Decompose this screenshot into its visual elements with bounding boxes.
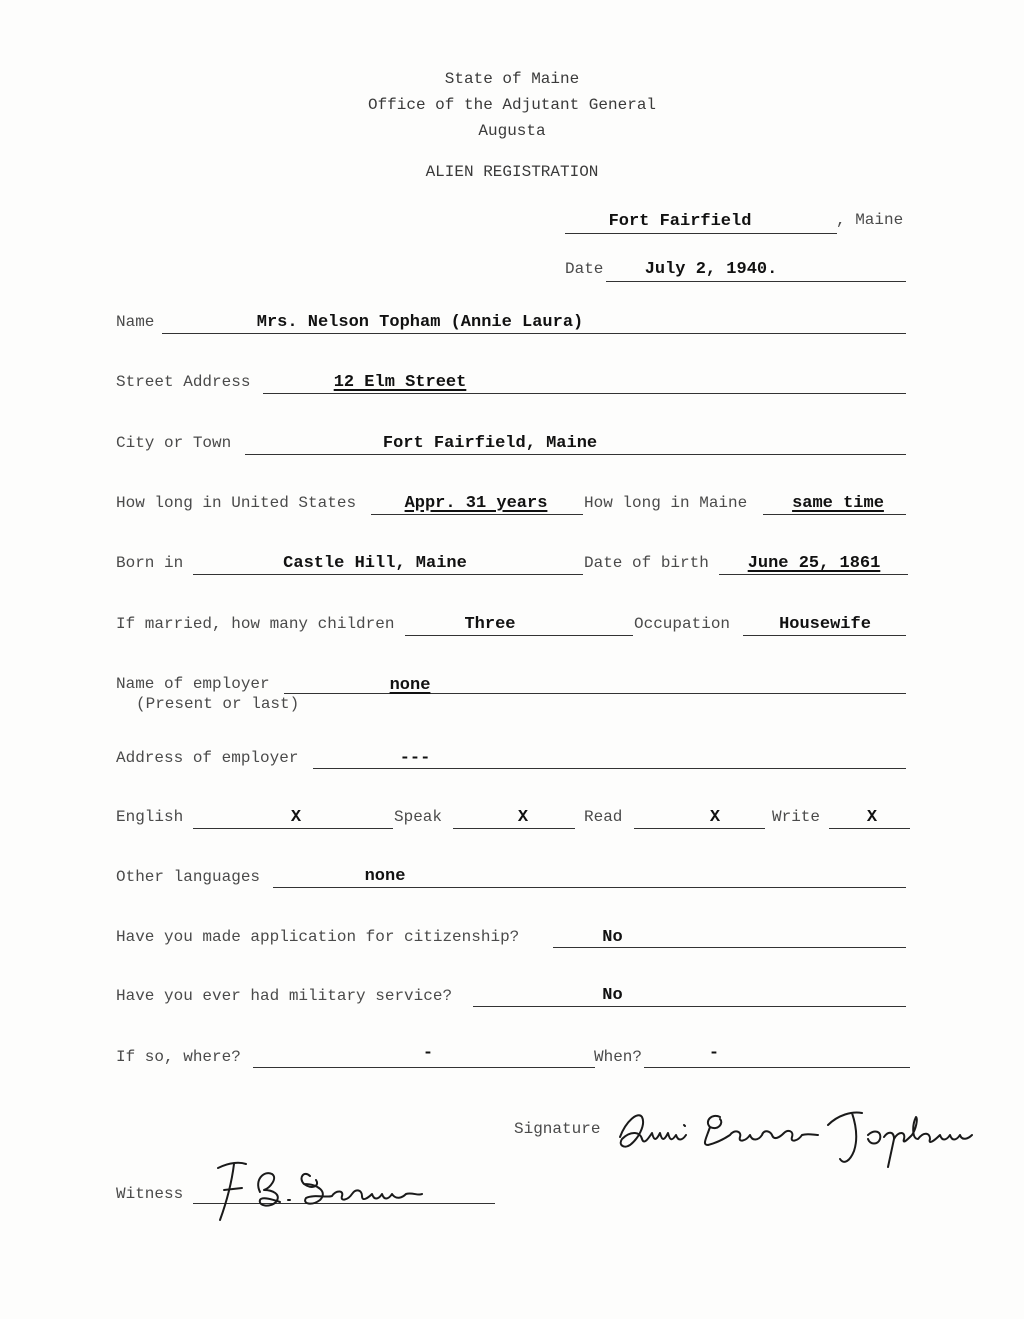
us-duration-value: Appr. 31 years: [404, 494, 548, 513]
dob-label: Date of birth: [584, 554, 709, 572]
english-line: [193, 828, 393, 829]
location-state-label: , Maine: [836, 211, 904, 229]
street-line: [263, 393, 906, 394]
city-value: Fort Fairfield, Maine: [382, 434, 598, 453]
header-office: Office of the Adjutant General: [367, 96, 657, 114]
read-label: Read: [584, 808, 623, 826]
date-label: Date: [565, 260, 604, 278]
english-value: X: [290, 808, 302, 827]
write-line: [829, 828, 910, 829]
street-label: Street Address: [116, 373, 251, 391]
occupation-line: [743, 635, 906, 636]
born-in-value: Castle Hill, Maine: [283, 554, 467, 573]
location-town: Fort Fairfield: [608, 212, 752, 231]
signature-image: [612, 1095, 977, 1175]
employer-sublabel: (Present or last): [136, 695, 300, 713]
military-value: No: [602, 986, 623, 1005]
speak-label: Speak: [394, 808, 443, 826]
date-line: [606, 281, 906, 282]
born-in-label: Born in: [116, 554, 184, 572]
citizenship-label: Have you made application for citizenship?: [116, 928, 520, 946]
dob-value: June 25, 1861: [747, 554, 881, 573]
speak-value: X: [517, 808, 529, 827]
dob-line: [719, 574, 908, 575]
children-value: Three: [464, 615, 516, 634]
city-line: [245, 454, 906, 455]
signature-label: Signature: [514, 1120, 601, 1138]
children-line: [405, 635, 633, 636]
citizenship-line: [553, 947, 906, 948]
city-label: City or Town: [116, 434, 232, 452]
employer-label: Name of employer: [116, 675, 270, 693]
other-languages-label: Other languages: [116, 868, 261, 886]
location-line: [565, 233, 837, 234]
us-duration-line: [371, 514, 583, 515]
when-label: When?: [594, 1048, 643, 1066]
name-line: [162, 333, 906, 334]
date-value: July 2, 1940.: [644, 260, 778, 279]
header-city: Augusta: [478, 122, 546, 140]
where-value: -: [422, 1044, 434, 1063]
witness-signature-image: [210, 1150, 430, 1225]
speak-line: [453, 828, 575, 829]
employer-address-line: [313, 768, 906, 769]
when-line: [644, 1067, 910, 1068]
military-label: Have you ever had military service?: [116, 987, 453, 1005]
other-languages-line: [273, 887, 906, 888]
maine-duration-value: same time: [792, 494, 884, 513]
employer-address-label: Address of employer: [116, 749, 299, 767]
street-value: 12 Elm Street: [333, 373, 467, 392]
citizenship-value: No: [602, 928, 623, 947]
header-state: State of Maine: [444, 70, 580, 88]
name-value: Mrs. Nelson Topham (Annie Laura): [256, 313, 584, 332]
maine-duration-line: [763, 514, 906, 515]
other-languages-value: none: [364, 867, 406, 886]
us-duration-label: How long in United States: [116, 494, 357, 512]
military-line: [473, 1006, 906, 1007]
write-label: Write: [772, 808, 821, 826]
when-value: -: [708, 1044, 720, 1063]
children-label: If married, how many children: [116, 615, 395, 633]
where-line: [253, 1067, 595, 1068]
where-label: If so, where?: [116, 1048, 241, 1066]
write-value: X: [866, 808, 878, 827]
born-in-line: [193, 574, 583, 575]
occupation-value: Housewife: [779, 615, 871, 634]
read-value: X: [709, 808, 721, 827]
form-title: ALIEN REGISTRATION: [425, 163, 599, 181]
employer-value: none: [389, 676, 431, 695]
employer-address-value: ---: [399, 749, 431, 768]
read-line: [634, 828, 765, 829]
occupation-label: Occupation: [634, 615, 731, 633]
english-label: English: [116, 808, 184, 826]
witness-label: Witness: [116, 1185, 184, 1203]
name-label: Name: [116, 313, 155, 331]
maine-duration-label: How long in Maine: [584, 494, 748, 512]
